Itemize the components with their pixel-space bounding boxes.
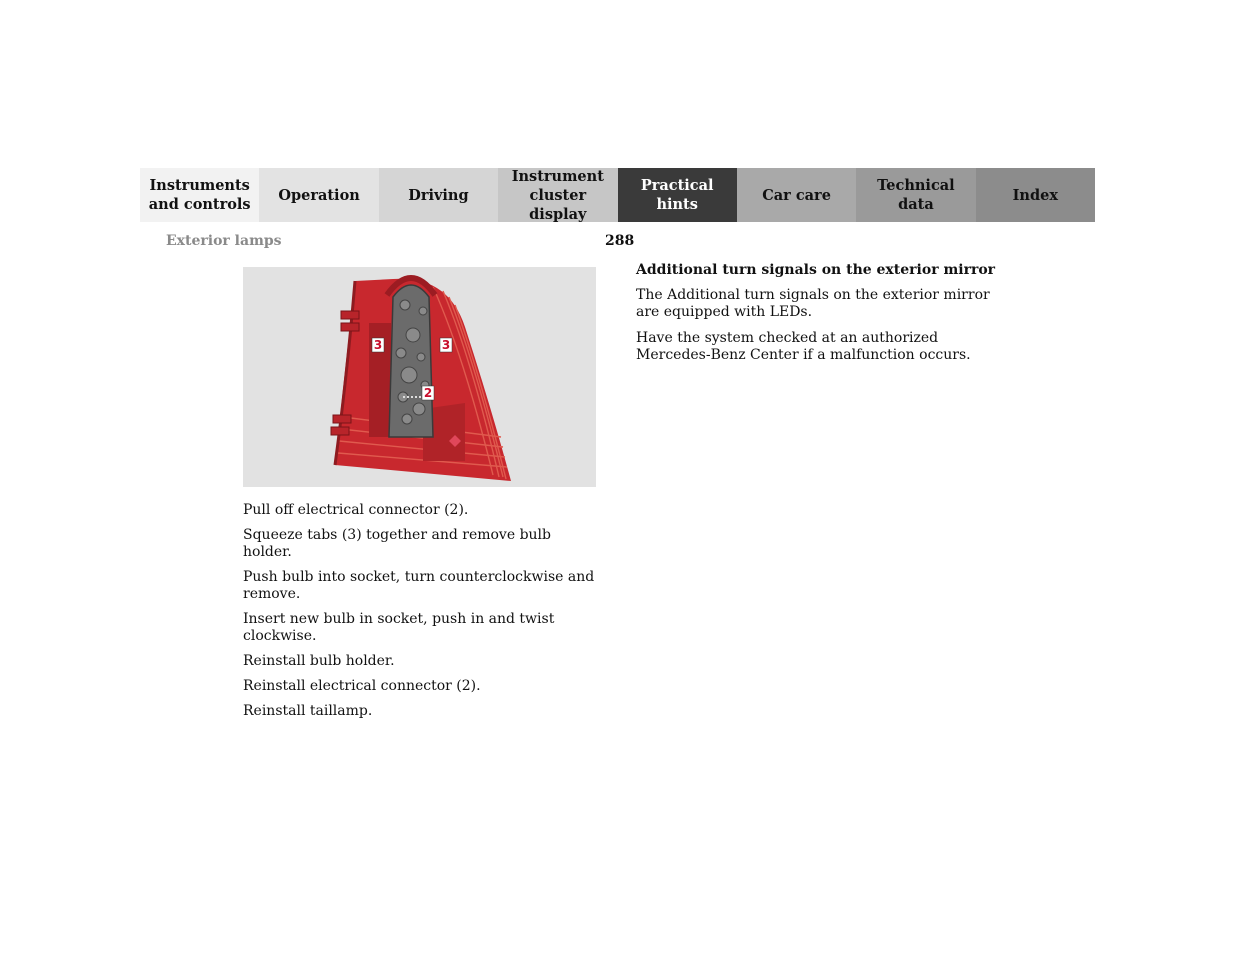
step-item: Reinstall taillamp. — [243, 703, 373, 719]
tab-index[interactable]: Index — [976, 168, 1095, 222]
tab-operation[interactable]: Operation — [259, 168, 378, 222]
paragraph: Have the system checked at an authorized Mercedes-Benz Center if a malfunction occurs. — [636, 330, 971, 363]
callout-3-left: 3 — [373, 338, 383, 352]
section-title: Exterior lamps — [166, 233, 282, 249]
paragraph: The Additional turn signals on the exterior mirror are equipped with LEDs. — [636, 287, 990, 320]
tab-practical-hints[interactable]: Practical hints — [618, 168, 737, 222]
step-item: Squeeze tabs (3) together and remove bulb holder. — [243, 527, 551, 560]
tab-instruments-and-controls[interactable]: Instruments and controls — [140, 168, 259, 222]
subsection-heading: Additional turn signals on the exterior mirror — [636, 262, 996, 278]
tab-technical-data[interactable]: Technical data — [856, 168, 975, 222]
instruction-steps — [243, 502, 603, 728]
chapter-tabs — [140, 168, 1095, 222]
mount-tab — [341, 311, 359, 319]
callout-2: 2 — [423, 386, 433, 400]
callout-3-right: 3 — [441, 338, 451, 352]
tab-car-care[interactable]: Car care — [737, 168, 856, 222]
step-item: Push bulb into socket, turn counterclockwise and remove. — [243, 569, 595, 602]
bulb-holder — [389, 285, 433, 437]
tab-instrument-cluster-display[interactable]: Instrument cluster display — [498, 168, 617, 222]
step-item: Reinstall electrical connector (2). — [243, 678, 481, 694]
right-column — [636, 262, 996, 373]
taillamp-illustration — [243, 267, 596, 487]
step-item: Pull off electrical connector (2). — [243, 502, 469, 518]
page-number: 288 — [605, 233, 635, 249]
tab-driving[interactable]: Driving — [379, 168, 498, 222]
step-item: Reinstall bulb holder. — [243, 653, 395, 669]
step-item: Insert new bulb in socket, push in and twist clockwise. — [243, 611, 555, 644]
